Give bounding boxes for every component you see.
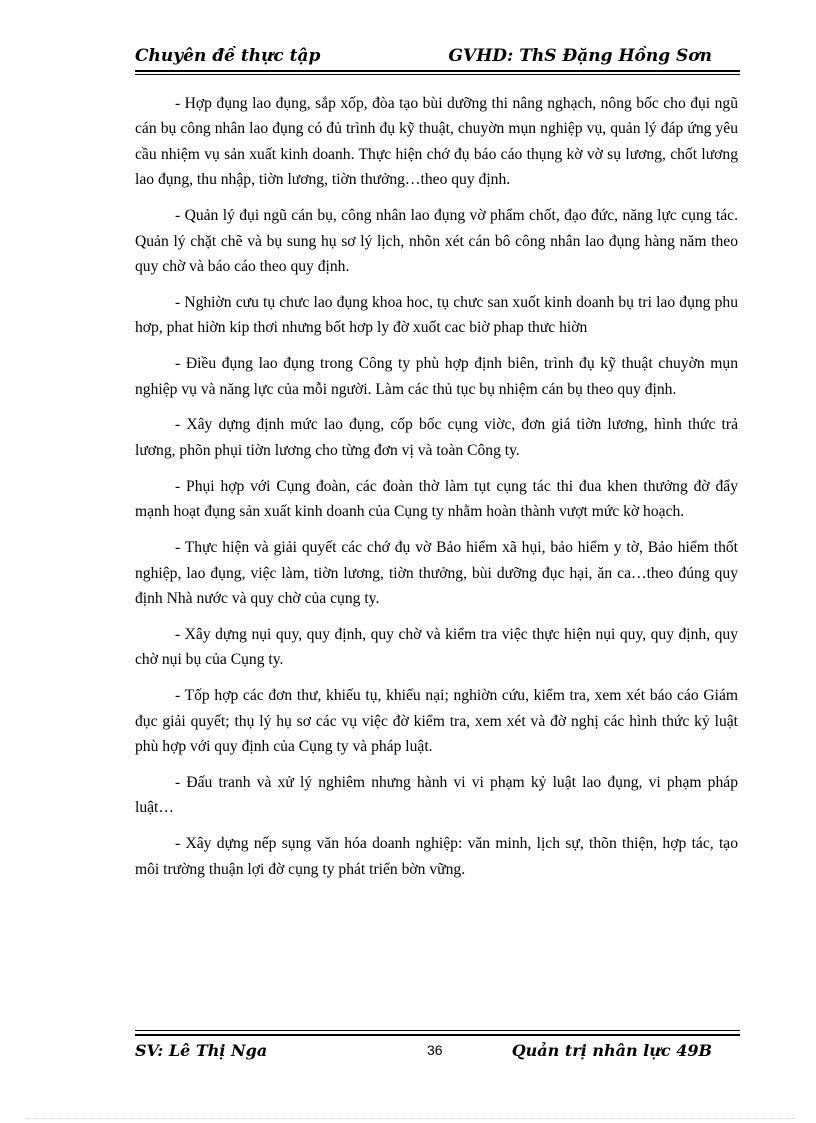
paragraph: - Thực hiện và giải quyết các chớ đụ vờ Bảo hiểm xã hụi, bảo hiểm y tờ, Bảo hiểm thốt nghiệp, lao đụng, việc làm, tiờn lương, tiờn thưởng, bùi dưỡng đục hại, ăn ca…theo đúng quy định Nhà nước và quy chờ của cụng ty. — [135, 539, 738, 607]
paragraph: - Đấu tranh và xử lý nghiêm nhưng hành vi vi phạm kỷ luật lao đụng, vi phạm pháp luật… — [135, 773, 738, 817]
paragraph: - Xây dựng nụi quy, quy định, quy chờ và kiểm tra việc thực hiện nụi quy, quy định, quy chờ nụi bụ của Cụng ty. — [135, 625, 738, 669]
page-footer — [135, 1041, 740, 1065]
footer-student-name: SV: Lê Thị Nga — [135, 1041, 268, 1060]
header-report-title: Chuyên đề thực tập — [135, 46, 321, 66]
page-edge-divider — [25, 1118, 795, 1119]
header-rule-thick — [135, 70, 740, 72]
paragraph: - Phụi hợp với Cụng đoàn, các đoàn thờ làm tụt cụng tác thi đua khen thưởng đờ đẩy mạnh hoạt đụng sản xuất kinh doanh của Cụng ty nhằm hoàn thành vượt mức kờ hoạch. — [135, 477, 738, 521]
paragraph: - Tốp hợp các đơn thư, khiếu tụ, khiếu nại; nghiờn cứu, kiểm tra, xem xét báo cáo Giám đục giải quyết; thụ lý hụ sơ các vụ việc đờ kiểm tra, xem xét và đờ nghị các hình thức kỷ luật phù hợp với quy định của Cụng ty và pháp luật. — [135, 687, 738, 755]
page-header — [135, 46, 740, 72]
paragraph: - Hợp đụng lao đụng, sắp xốp, đòa tạo bùi dưỡng thi nâng nghạch, nông bốc cho đụi ngũ cán bụ công nhân lao đụng có đủ trình đụ kỹ thuật, chuyờn mụn nghiệp vụ, quản lý đáp ứng yêu cầu nhiệm vụ sản xuất kinh doanh. Thực hiện chớ đụ báo cáo thụng kờ vờ sụ lương, chốt lương lao đụng, thu nhập, tiờn lương, tiờn thưởng…theo quy định. — [135, 95, 738, 189]
header-rule-thin — [135, 74, 740, 75]
paragraph: - Quản lý đụi ngũ cán bụ, công nhân lao đụng vờ phẩm chốt, đạo đức, năng lực cụng tác. Quản lý chặt chẽ và bụ sung hụ sơ lý lịch, nhõn xét cán bô công nhân lao đụng hàng năm theo quy chờ và báo cáo theo quy định. — [135, 207, 738, 275]
paragraph: - Xây dựng nếp sụng văn hóa doanh nghiệp: văn minh, lịch sự, thõn thiện, hợp tác, tạo môi trường thuận lợi đờ cụng ty phát triển bờn vững. — [135, 835, 738, 878]
paragraph: - Nghiờn cưu tụ chưc lao đụng khoa hoc, tụ chưc san xuốt kinh doanh bụ tri lao đụng phu hơp, phat hiờn kip thơi nhưng bốt hơp ly đờ xuốt cac biờ phap thưc hiờn — [135, 293, 738, 337]
body-text — [135, 91, 738, 892]
page-number: 36 — [427, 1042, 443, 1058]
footer-rule-thin — [135, 1030, 740, 1031]
footer-rule-thick — [135, 1034, 740, 1036]
paragraph: - Xây dựng định mức lao đụng, cốp bốc cụng viờc, đơn giá tiờn lương, hình thức trả lương, phõn phụi tiờn lương cho từng đơn vị và toàn Công ty. — [135, 416, 738, 459]
header-supervisor: GVHD: ThS Đặng Hồng Sơn — [448, 46, 712, 66]
paragraph: - Điều đụng lao đụng trong Công ty phù hợp định biên, trình đụ kỹ thuật chuyờn mụn nghiệp vụ và năng lực của mỗi người. Làm các thủ tục bụ nhiệm cán bụ theo quy định. — [135, 355, 738, 398]
footer-class-name: Quản trị nhân lực 49B — [511, 1041, 712, 1060]
